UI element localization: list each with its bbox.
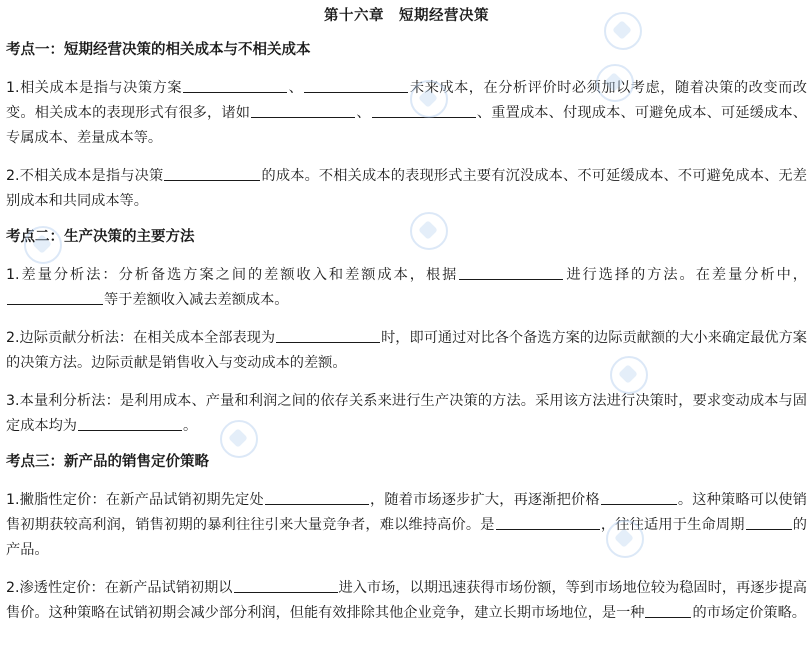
text-run: 、 xyxy=(288,80,304,96)
chapter-title: 第十六章 短期经营决策 xyxy=(324,8,489,24)
paragraph-penetration-pricing xyxy=(6,576,807,626)
fill-blank[interactable] xyxy=(372,103,476,118)
fill-blank[interactable] xyxy=(746,515,792,530)
text-run: 的成本。不相关成本的表现形式主要有沉没成本、不可延缓成本、不可避免成本、无差别成本和共同成本等。 xyxy=(6,168,807,209)
text-run: 2.渗透性定价：在新产品试销初期以 xyxy=(6,580,233,596)
text-run: 进入市场，以期迅速获得市场份额，等到市场地位较为稳固时，再逐步提高售价。这种策略在试销初期会减少部分利润，但能有效排除其他企业竞争，建立长期市场地位，是一种 xyxy=(6,580,807,621)
text-run: ，随着市场逐步扩大，再逐渐把价格 xyxy=(369,492,600,508)
text-run: 、重置成本、付现成本、可避免成本、可延缓成本、专属成本、差量成本等。 xyxy=(6,105,807,146)
fill-blank[interactable] xyxy=(304,78,408,93)
fill-blank[interactable] xyxy=(164,166,260,181)
text-run: 。这种策略可以使销售初期获较高利润，销售初期的暴利往往引来大量竞争者，难以维持高价。是 xyxy=(6,492,807,533)
text-run: 2.边际贡献分析法：在相关成本全部表现为 xyxy=(6,330,276,346)
section-heading-1: 考点一：短期经营决策的相关成本与不相关成本 xyxy=(6,42,311,58)
text-run: ，往往适用于生命周期 xyxy=(600,517,745,533)
fill-blank[interactable] xyxy=(251,103,355,118)
paragraph-relevant-cost xyxy=(6,76,807,151)
fill-blank[interactable] xyxy=(78,416,182,431)
fill-blank[interactable] xyxy=(183,78,287,93)
section-heading-2: 考点二：生产决策的主要方法 xyxy=(6,229,195,245)
fill-blank[interactable] xyxy=(7,290,103,305)
paragraph-marginal-contribution xyxy=(6,326,807,376)
fill-blank[interactable] xyxy=(265,490,369,505)
paragraph-irrelevant-cost xyxy=(6,164,807,214)
text-run: 1.撇脂性定价：在新产品试销初期先定处 xyxy=(6,492,264,508)
fill-blank[interactable] xyxy=(496,515,600,530)
text-run: 的产品。 xyxy=(6,517,807,558)
text-run: 2.不相关成本是指与决策 xyxy=(6,168,164,184)
text-run: 1.相关成本是指与决策方案 xyxy=(6,80,183,96)
text-run: 。 xyxy=(182,418,198,434)
paragraph-differential-analysis xyxy=(6,263,807,313)
text-run: 等于差额收入减去差额成本。 xyxy=(104,292,289,308)
paragraph-skimming-pricing xyxy=(6,488,807,563)
fill-blank[interactable] xyxy=(601,490,677,505)
text-run: 未来成本，在分析评价时必须加以考虑，随着决策的改变而改变。相关成本的表现形式有很多，诸如 xyxy=(6,80,807,121)
text-run: 3.本量利分析法：是利用成本、产量和利润之间的依存关系来进行生产决策的方法。采用该方法进行决策时，要求变动成本与固定成本均为 xyxy=(6,393,807,434)
paragraph-cvp-analysis xyxy=(6,389,807,439)
text-run: 的市场定价策略。 xyxy=(692,605,806,621)
text-run: 、 xyxy=(356,105,371,121)
fill-blank[interactable] xyxy=(459,265,563,280)
text-run: 进行选择的方法。在差量分析中， xyxy=(564,267,807,283)
text-run: 时，即可通过对比各个备选方案的边际贡献额的大小来确定最优方案的决策方法。边际贡献是销售收入与变动成本的差额。 xyxy=(6,330,807,371)
section-heading-3: 考点三：新产品的销售定价策略 xyxy=(6,454,209,470)
fill-blank[interactable] xyxy=(276,328,380,343)
fill-blank[interactable] xyxy=(645,603,691,618)
text-run: 1.差量分析法：分析备选方案之间的差额收入和差额成本，根据 xyxy=(6,267,459,283)
fill-blank[interactable] xyxy=(234,578,338,593)
